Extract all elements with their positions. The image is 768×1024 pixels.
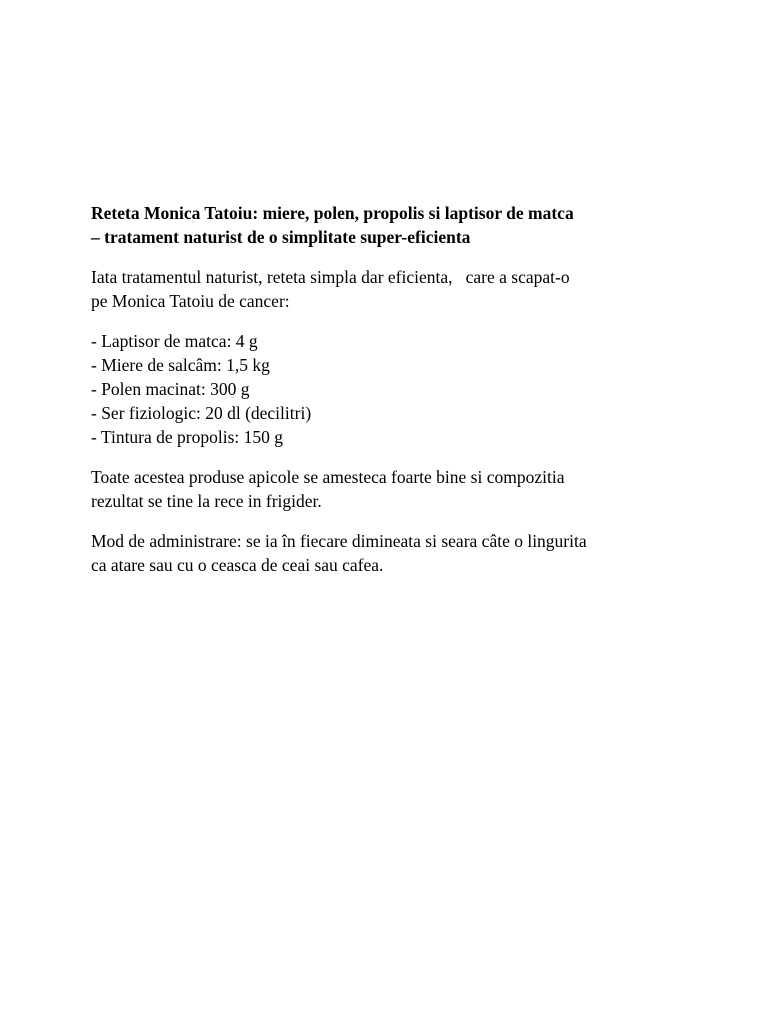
ingredient-item: - Tintura de propolis: 150 g bbox=[91, 427, 284, 447]
administration-line: ca atare sau cu o ceasca de ceai sau cafea. bbox=[91, 555, 384, 575]
ingredients-list bbox=[91, 329, 731, 449]
administration-line: Mod de administrare: se ia în fiecare dimineata si seara câte o lingurita bbox=[91, 531, 587, 551]
title-line: – tratament naturist de o simplitate super-eficienta bbox=[91, 227, 471, 247]
ingredient-item: - Polen macinat: 300 g bbox=[91, 379, 250, 399]
recipe-title bbox=[91, 201, 731, 249]
intro-line: pe Monica Tatoiu de cancer: bbox=[91, 291, 290, 311]
ingredient-item: - Laptisor de matca: 4 g bbox=[91, 331, 258, 351]
title-line: Reteta Monica Tatoiu: miere, polen, propolis si laptisor de matca bbox=[91, 203, 574, 223]
intro-paragraph bbox=[91, 265, 731, 313]
administration-paragraph bbox=[91, 529, 731, 577]
ingredient-item: - Miere de salcâm: 1,5 kg bbox=[91, 355, 270, 375]
document-body bbox=[91, 201, 731, 593]
preparation-line: Toate acestea produse apicole se amesteca foarte bine si compozitia bbox=[91, 467, 565, 487]
preparation-line: rezultat se tine la rece in frigider. bbox=[91, 491, 322, 511]
ingredient-item: - Ser fiziologic: 20 dl (decilitri) bbox=[91, 403, 312, 423]
preparation-paragraph bbox=[91, 465, 731, 513]
intro-line: Iata tratamentul naturist, reteta simpla dar eficienta, care a scapat-o bbox=[91, 267, 570, 287]
